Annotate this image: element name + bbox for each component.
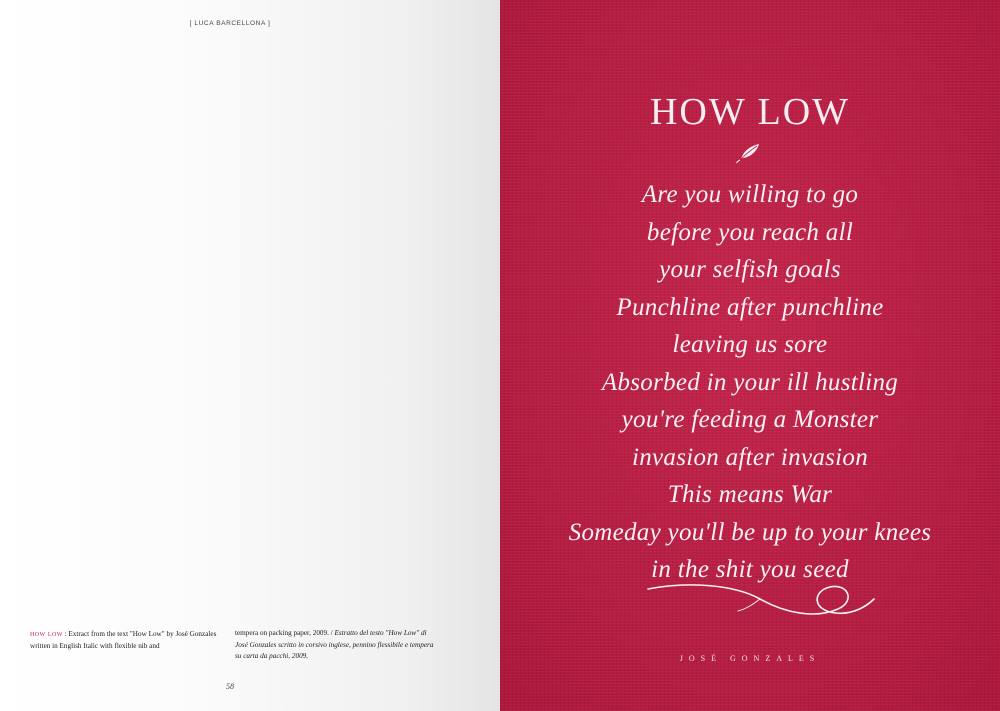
caption-english-1: Extract from the text "How Low" by José Gonzales written in English Italic with flexible nib and — [30, 630, 217, 650]
poem-line: Are you willing to go — [641, 181, 859, 208]
page-number: 58 — [226, 682, 234, 691]
caption-separator: : — [62, 630, 69, 638]
poem-line: in the shit you seed — [651, 556, 849, 583]
swash-flourish-icon — [640, 575, 880, 625]
poem-line: Punchline after punchline — [616, 293, 884, 321]
poem-line: This means War — [667, 481, 833, 508]
poem-title: HOW LOW — [649, 91, 851, 133]
poem-line: leaving us sore — [672, 331, 828, 358]
poem-line: invasion after invasion — [631, 443, 869, 471]
poem-line: Absorbed in your ill hustling — [601, 368, 899, 396]
poem-line: before you reach all — [646, 218, 854, 246]
author-signature: JOSÉ GONZALES — [679, 654, 821, 663]
right-page-artwork — [500, 0, 1000, 711]
caption-column-1 — [30, 628, 230, 652]
poem-line: your selfish goals — [659, 256, 841, 283]
running-header: [ LUCA BARCELLONA ] — [189, 20, 271, 27]
caption-title: how low — [30, 629, 63, 638]
caption-italian: Estratto del testo "How Low" di José Gonzales scritto in corsivo inglese, pennino flessibile e tempera su carta da pacchi, 2009. — [235, 629, 434, 660]
caption-column-2 — [235, 628, 435, 663]
caption-english-2: tempera on packing paper, 2009. / — [235, 629, 333, 637]
poem-line: Someday you'll be up to your knees — [568, 518, 932, 546]
poem-text — [540, 176, 960, 589]
leaf-ornament-icon — [736, 140, 764, 164]
poem-line: you're feeding a Monster — [621, 406, 879, 433]
